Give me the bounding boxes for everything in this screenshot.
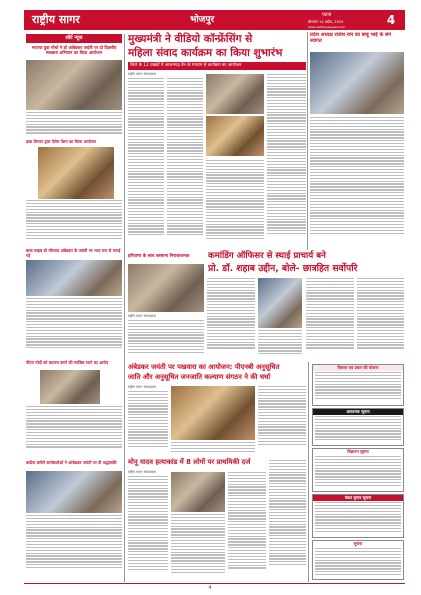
top-right-body [310,117,404,249]
sidebar-item1-title: भाजपा युवा मोर्चा ने डॉ आंबेडकर जयंती पर दो दिवसीय स्वच्छता अभियान का किया आयोजन [31,45,117,55]
paper-name: राष्ट्रीय सागर [32,13,80,26]
top-right-photo [310,52,404,114]
bottom-photo [171,472,225,512]
mid-headline-line2: प्रो. डॉ. शहाब उद्दीन, बोले- छात्रहित सर्वोपरि [208,263,358,274]
top-right-divider [307,32,308,250]
lead-photo-1 [206,74,264,114]
lead-body-col3 [206,160,264,250]
lead-photo-2 [206,116,264,156]
right-boxes-divider [308,362,309,582]
sidebar-item1-photo [26,60,122,110]
bottom-body-col2 [171,514,225,580]
footer-folio: 4 [208,585,212,591]
ambedkar-headline-line2: जाति और अनुसूचित जनजाति कल्याण संगठन ने की चर्चा [128,373,271,381]
right-box1-title: विस्तार एवं प्रचार की योजना [313,365,403,371]
sidebar-item3-title: बाबा साहब डॉ भीमराव अंबेडकर के जयंती पर भव्य रूप से मनाई गई [26,248,121,258]
date-line: सोमवार 14 अप्रैल, 2025 [308,20,344,24]
right-box4-title: मंडल चुनाव सूचना [313,495,403,501]
sidebar-item4-photo [40,370,100,404]
lead-headline-line2: महिला संवाद कार्यक्रम का किया शुभारंभ [128,47,283,59]
mid-body-col3 [258,330,302,360]
principal-portrait [258,278,302,328]
sidebar-item5-photo [26,471,122,513]
lead-body-col1 [128,78,164,250]
right-box-2 [312,408,404,446]
mid-left-body [128,320,204,360]
lead-byline: राष्ट्रीय सागर संवाददाता [128,72,157,76]
mid-left-photo [128,264,204,312]
section-name: भोजपुर [190,15,215,25]
sidebar-header: शॉर्ट न्यूज [65,35,83,41]
right-box-4 [312,494,404,538]
lead-body-col2 [167,78,203,250]
ambedkar-headline-line1: अंबेडकर जयंती पर पखवारा का आयोजन: पीएनबी अनुसूचित [128,363,280,371]
right-box-1 [312,364,404,406]
sidebar-item2-body [26,200,122,246]
right-box3-title: विज्ञापन सूचना [347,449,369,454]
ambedkar-body-col1 [128,391,168,455]
mid-byline: राष्ट्रीय सागर संवाददाता [128,314,157,318]
ambedkar-photo [171,386,255,440]
sidebar-item3-photo [26,260,122,296]
sidebar-item1-body [26,112,122,138]
ambedkar-body-col3 [258,386,306,455]
website: www.rashtriyasagar.com [308,25,345,29]
lead-subhead: जिले के 12 प्रखंडों में आजमगढ़ वैन के माध्यम से कार्यक्रम का आयोजन [130,63,242,68]
sidebar-item5-body [26,515,122,579]
ambedkar-byline: राष्ट्रीय सागर संवाददाता [128,385,157,389]
right-box-3 [312,448,404,492]
bottom-headline: मोनू यादव हत्याकांड में 8 लोगों पर प्राथमिकी दर्ज [128,458,251,466]
lead-body-col4 [267,74,306,250]
right-box2-title: आवश्यक सूचना [313,409,403,415]
sidebar-divider [124,34,125,582]
bottom-body-col3 [228,472,266,580]
mid-body-col2 [207,278,255,360]
mid-kicker: हरियाणा के साथ बरसाना निराशाजनक [128,254,190,259]
sidebar-item3-body [26,298,122,358]
bottom-body-col1 [128,476,168,580]
mid-body-col4 [306,278,354,360]
sidebar-item4-body [26,406,122,458]
right-box-5 [312,540,404,580]
sidebar-item4-title: पीएम मोदी को बदनाम करने की साजिश रचने का आरोप [26,360,109,365]
bottom-byline: राष्ट्रीय सागर संवाददाता [128,470,157,474]
sidebar-item5-title: कांग्रेस कमेटी कार्यकर्ताओं ने आंबेडकर जयंती पर दी श्रद्धांजलि [26,460,117,465]
right-box5-title: सूचना [353,541,363,546]
sidebar-item2-title: डाक विभाग द्वारा ऐलेम पेंशन का किया आयोजन [26,139,97,144]
bottom-body-col4 [269,460,306,580]
page-number: 4 [386,13,396,27]
sidebar-item2-photo [38,147,114,199]
ambedkar-body-col2 [171,442,255,455]
mid-headline-line1: कमांडिंग ऑफिसर से स्थाई प्राचार्य बने [208,251,326,261]
mid-body-col5 [357,278,404,360]
lead-headline-line1: मुख्यमंत्री ने वीडियो कॉन्फ्रेंसिंग से [128,33,253,45]
city-name: पटना [322,12,332,18]
top-right-headline: प्रदेश अध्यक्ष राजेश राम का बाबू भाई के संग स्वागत [310,32,392,44]
